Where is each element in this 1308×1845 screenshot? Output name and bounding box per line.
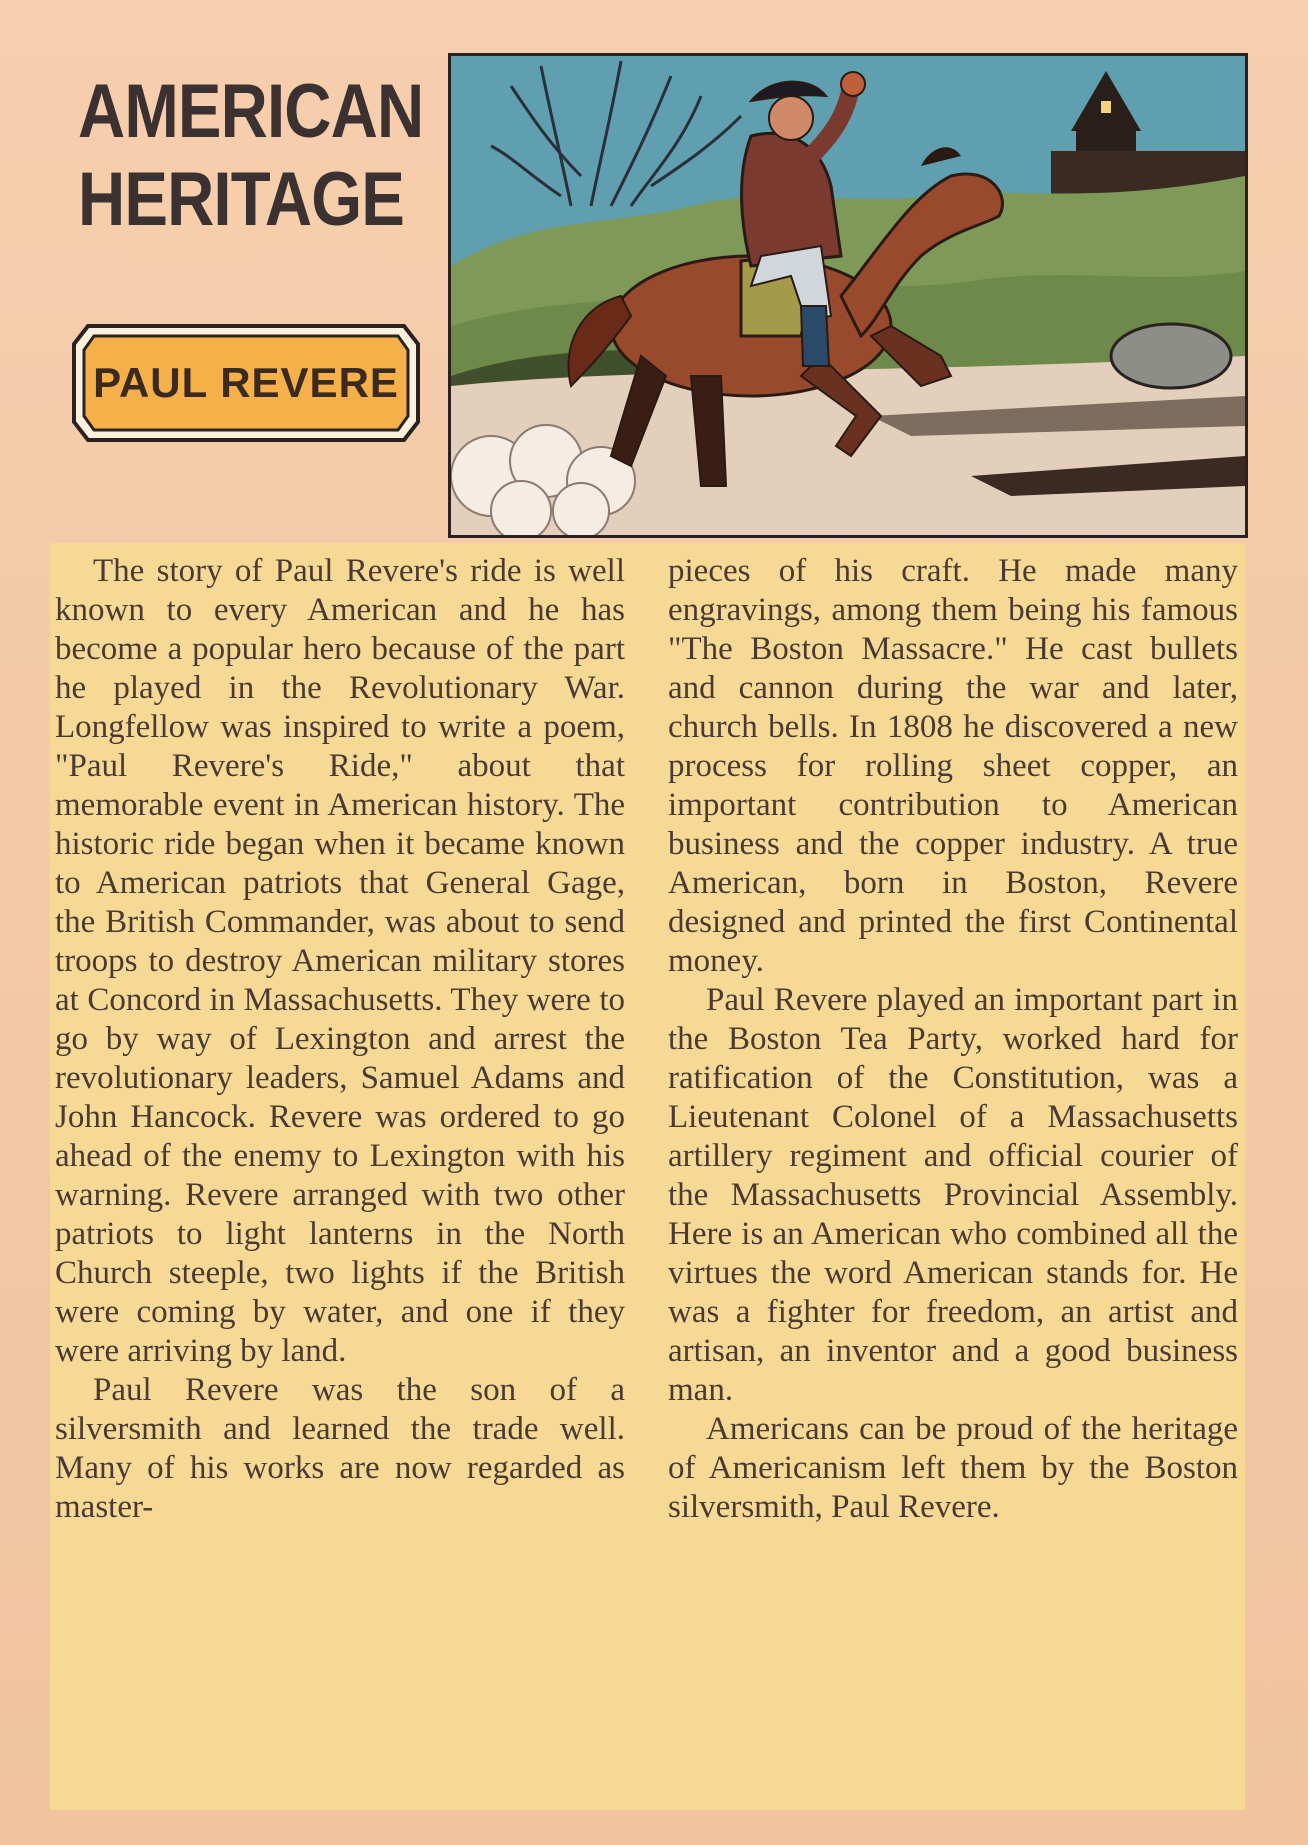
paragraph-tea-party: Paul Revere played an important part in the Boston Tea Party, worked hard for ratification of the Constitution, was a Lieutenant Colonel of a Massachusetts artillery regiment and official courier of the Massachusetts Provincial Assembly. Here is an American who combined all the virtues the word American stands for. He was a fighter for freedom, an artist and artisan, an inventor and a good business man. <box>668 982 1238 1408</box>
paragraph-heritage: Americans can be proud of the heritage of Americanism left them by the Boston silversmith, Paul Revere. <box>668 1411 1238 1525</box>
page-title <box>78 68 424 244</box>
name-badge <box>70 322 422 444</box>
article-column-left <box>55 552 625 1527</box>
title-line-1: AMERICAN <box>78 69 424 154</box>
rider-illustration <box>448 53 1248 538</box>
title-line-2: HERITAGE <box>78 157 404 242</box>
paragraph-silversmith: Paul Revere was the son of a silversmith and learned the trade well. Many of his works are now regarded as master- <box>55 1372 625 1525</box>
paul-revere-ride-image <box>451 56 1245 535</box>
article-column-right <box>668 552 1238 1527</box>
paragraph-craft: pieces of his craft. He made many engravings, among them being his famous "The Boston Massacre." He cast bullets and cannon during the war and later, church bells. In 1808 he discovered a new process for rolling sheet copper, an important contribution to American business and the copper industry. A true American, born in Boston, Revere designed and printed the first Continental money. <box>668 553 1238 979</box>
paragraph-ride: The story of Paul Revere's ride is well known to every American and he has become a popular hero because of the part he played in the Revolutionary War. Longfellow was inspired to write a poem, "Paul Revere's Ride," about that memorable event in American history. The historic ride began when it became known to American patriots that General Gage, the British Commander, was about to send troops to destroy American military stores at Concord in Massachusetts. They were to go by way of Lexington and arrest the revolutionary leaders, Samuel Adams and John Hancock. Revere was ordered to go ahead of the enemy to Lexington with his warning. Revere arranged with two other patriots to light lanterns in the North Church steeple, two lights if the British were coming by water, and one if they were arriving by land. <box>55 553 625 1369</box>
badge-label: PAUL REVERE <box>93 359 399 406</box>
